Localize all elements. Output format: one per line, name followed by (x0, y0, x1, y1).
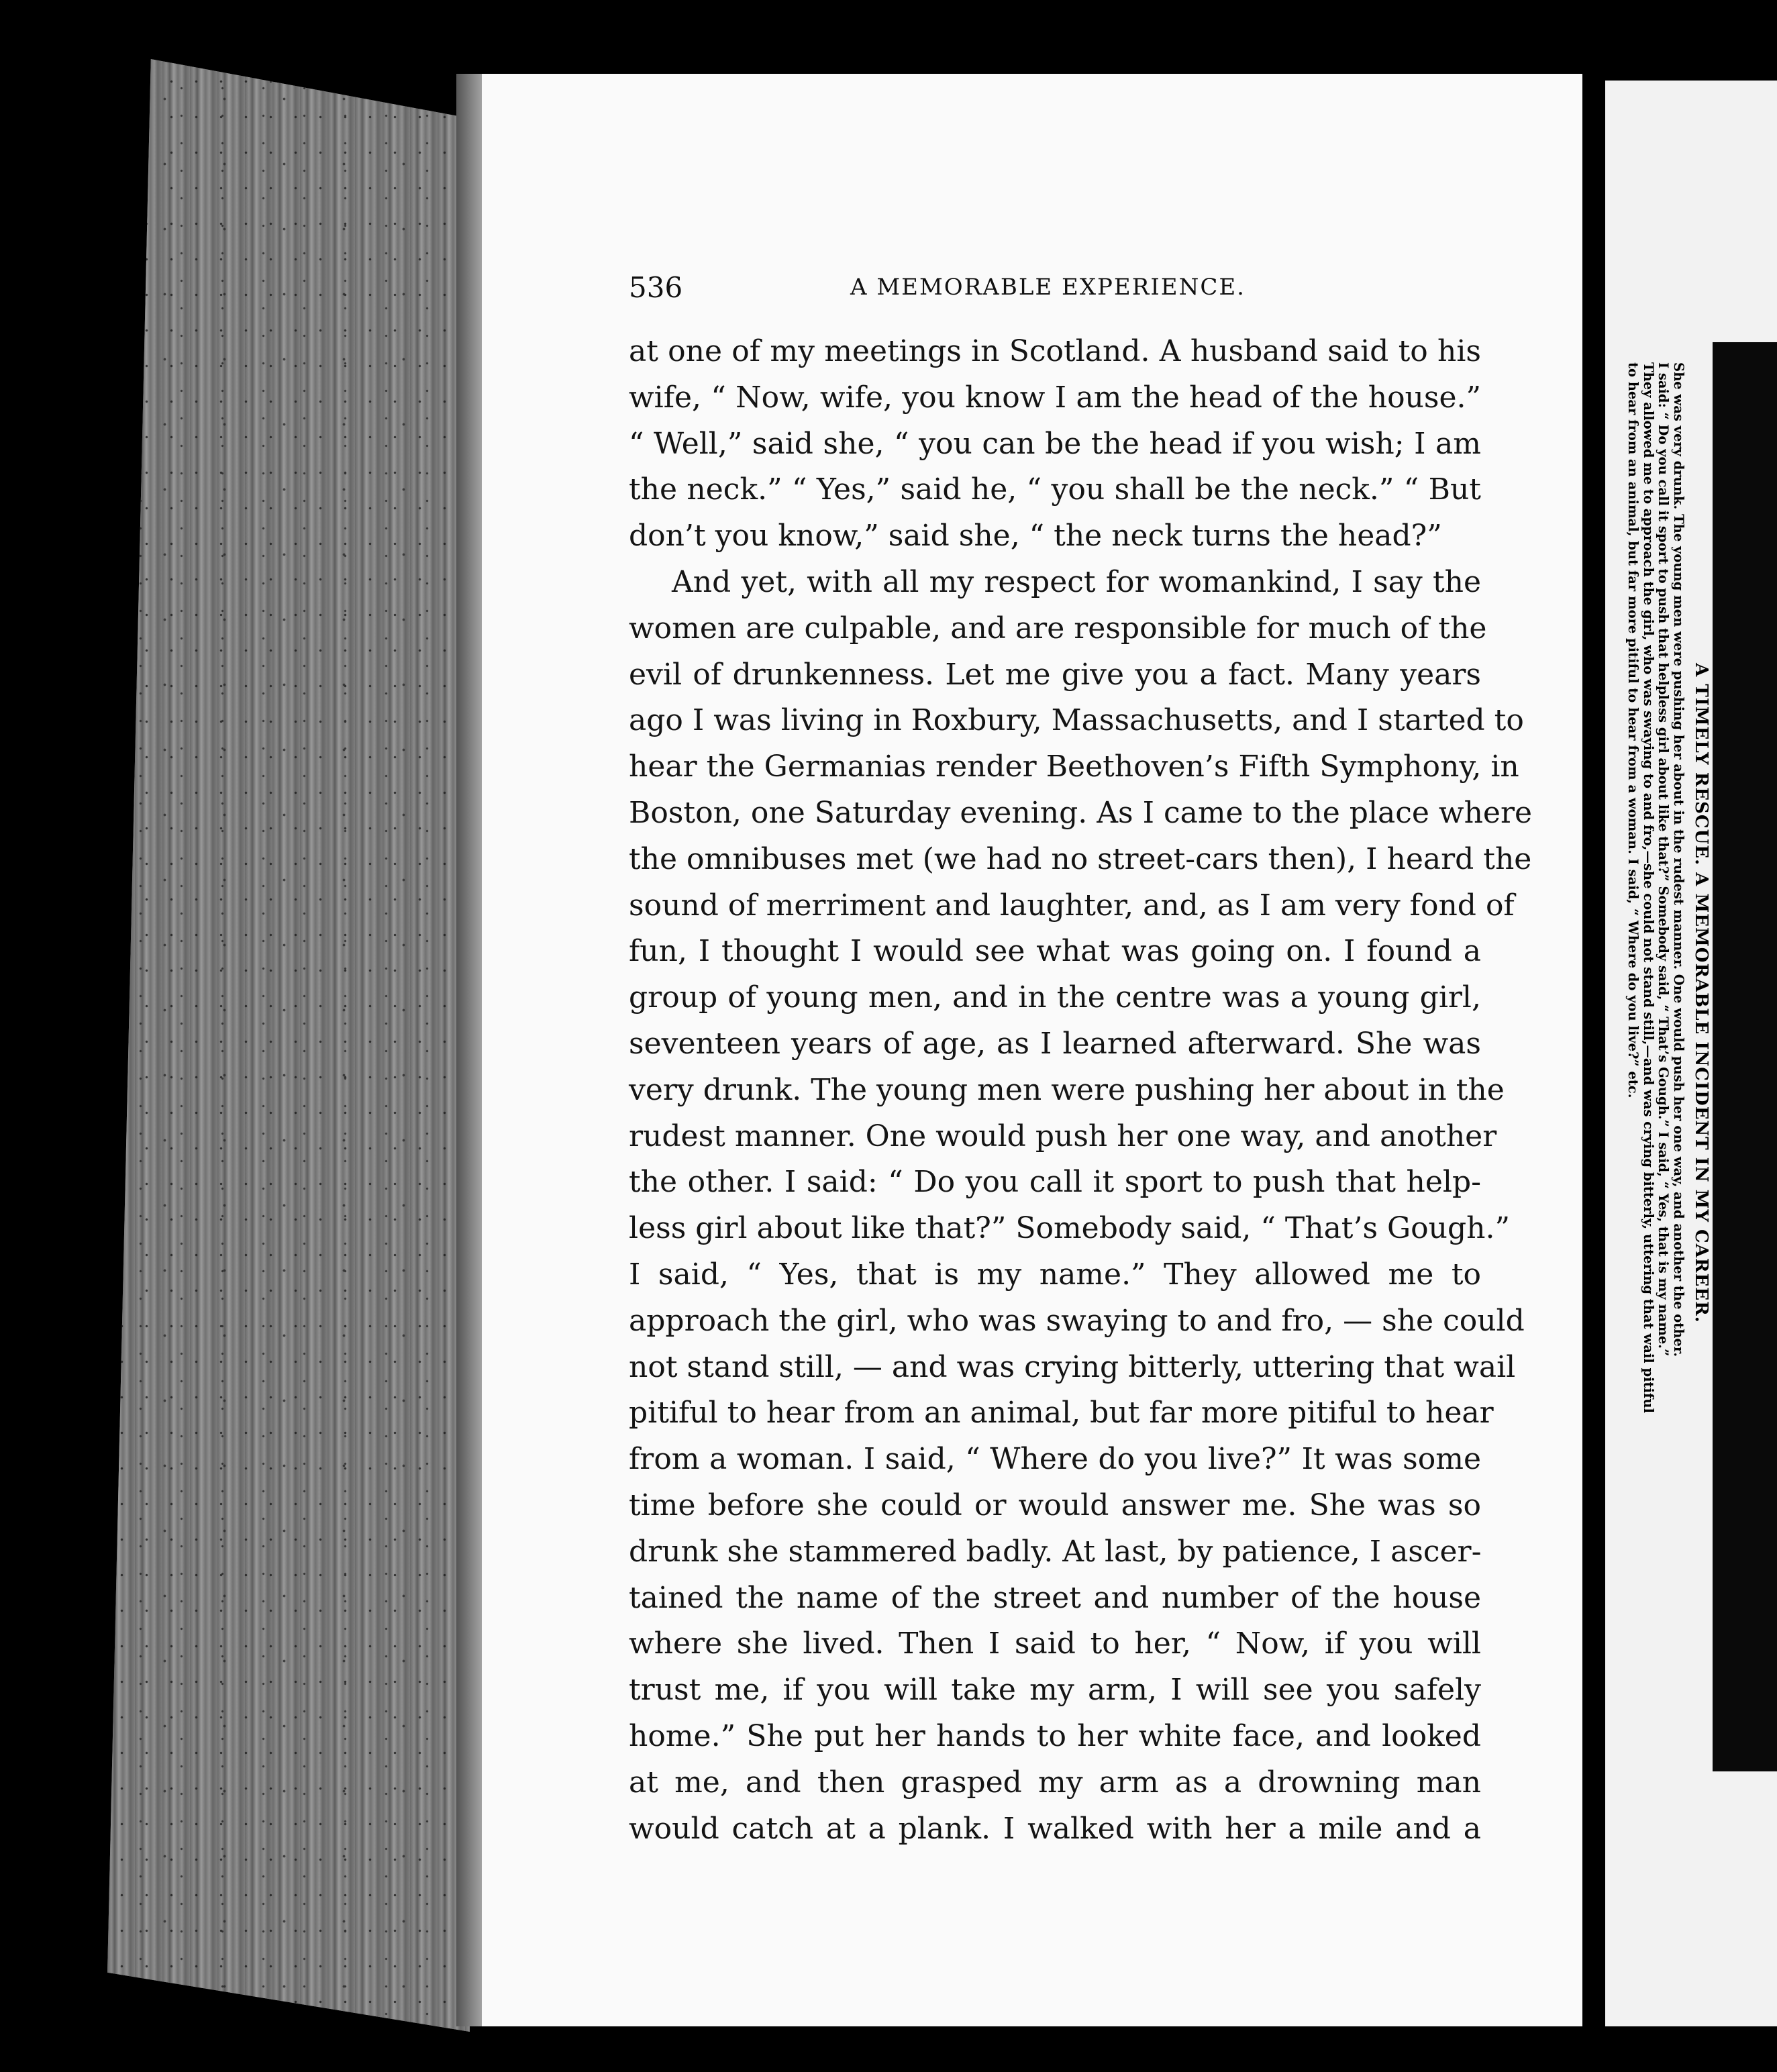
text-line: drunk she stammered badly. At last, by patience, I ascer- (629, 1534, 1482, 1569)
body-text (629, 329, 1533, 1852)
text-line: approach the girl, who was swaying to and fro, — she could (629, 1303, 1525, 1338)
margin-note-line: They allowed me to approach the girl, who was swaying to and fro,—she could not stand still,—and was crying bitterly, uttering that wail pitiful (1641, 362, 1656, 1413)
text-line: tained the name of the street and number of the house (629, 1580, 1481, 1615)
margin-note-title: A TIMELY RESCUE. A MEMORABLE INCIDENT IN MY CAREER. (1691, 663, 1711, 1323)
text-line: hear the Germanias render Beethoven’s Fifth Symphony, in (629, 749, 1519, 784)
text-line: at one of my meetings in Scotland. A husband said to his (629, 334, 1481, 368)
page-number: 536 (629, 271, 683, 304)
text-line: evil of drunkenness. Let me give you a fact. Many years (629, 657, 1481, 692)
text-line: the other. I said: “ Do you call it sport to push that help- (629, 1165, 1481, 1200)
text-line: ago I was living in Roxbury, Massachusetts, and I started to (629, 703, 1524, 738)
text-line: don’t you know,” said she, “ the neck turns the head?” (629, 519, 1442, 554)
page-header (629, 267, 1489, 314)
text-line: where she lived. Then I said to her, “ Now, if you will (629, 1626, 1481, 1661)
text-line: sound of merriment and laughter, and, as I am very fond of (629, 888, 1515, 923)
text-line: fun, I thought I would see what was going on. I found a (629, 934, 1481, 969)
margin-note-line: I said: “ Do you call it sport to push that helpless girl about like that?” Somebody said, “ That’s Gough.” I said, “ Yes, that is my name.” (1656, 362, 1672, 1357)
text-line: seventeen years of age, as I learned afterward. She was (629, 1026, 1481, 1061)
dark-border (1713, 342, 1777, 1771)
margin-note-rotated (1611, 362, 1711, 1624)
text-line: Boston, one Saturday evening. As I came to the place where (629, 795, 1533, 830)
text-line: wife, “ Now, wife, you know I am the head of the house.” (629, 380, 1481, 415)
text-line: the omnibuses met (we had no street-cars then), I heard the (629, 841, 1532, 876)
text-line: group of young men, and in the centre was a young girl, (629, 980, 1481, 1015)
text-line: time before she could or would answer me. She was so (629, 1488, 1481, 1522)
margin-note (1611, 362, 1711, 1624)
text-line: trust me, if you will take my arm, I will see you safely (629, 1673, 1481, 1708)
text-line: rudest manner. One would push her one way, and another (629, 1119, 1497, 1153)
text-line: not stand still, — and was crying bitterly, uttering that wail (629, 1349, 1516, 1384)
text-line: And yet, with all my respect for womankind, I say the (672, 564, 1481, 599)
text-line: would catch at a plank. I walked with her a mile and a (629, 1811, 1481, 1846)
running-title: A MEMORABLE EXPERIENCE. (850, 274, 1246, 301)
text-line: the neck.” “ Yes,” said he, “ you shall be the neck.” “ But (629, 472, 1481, 507)
margin-note-line: She was very drunk. The young men were pushing her about in the rudest manner. One would push her one way, and another the other. (1671, 362, 1686, 1357)
text-line: less girl about like that?” Somebody said, “ That’s Gough.” (629, 1211, 1510, 1246)
text-line: I said, “ Yes, that is my name.” They allowed me to (629, 1257, 1481, 1292)
margin-note-line: to hear from an animal, but far more pitiful to hear from a woman. I said, “ Where do you live?” etc. (1625, 362, 1641, 1098)
text-line: at me, and then grasped my arm as a drowning man (629, 1765, 1481, 1800)
text-line: pitiful to hear from an animal, but far more pitiful to hear (629, 1396, 1494, 1431)
text-line: very drunk. The young men were pushing her about in the (629, 1072, 1505, 1107)
text-line: home.” She put her hands to her white face, and looked (629, 1718, 1481, 1753)
book-page-edges (107, 59, 470, 2032)
text-line: “ Well,” said she, “ you can be the head if you wish; I am (629, 426, 1481, 461)
text-line: women are culpable, and are responsible for much of the (629, 611, 1487, 645)
text-line: from a woman. I said, “ Where do you live?” It was some (629, 1442, 1481, 1477)
